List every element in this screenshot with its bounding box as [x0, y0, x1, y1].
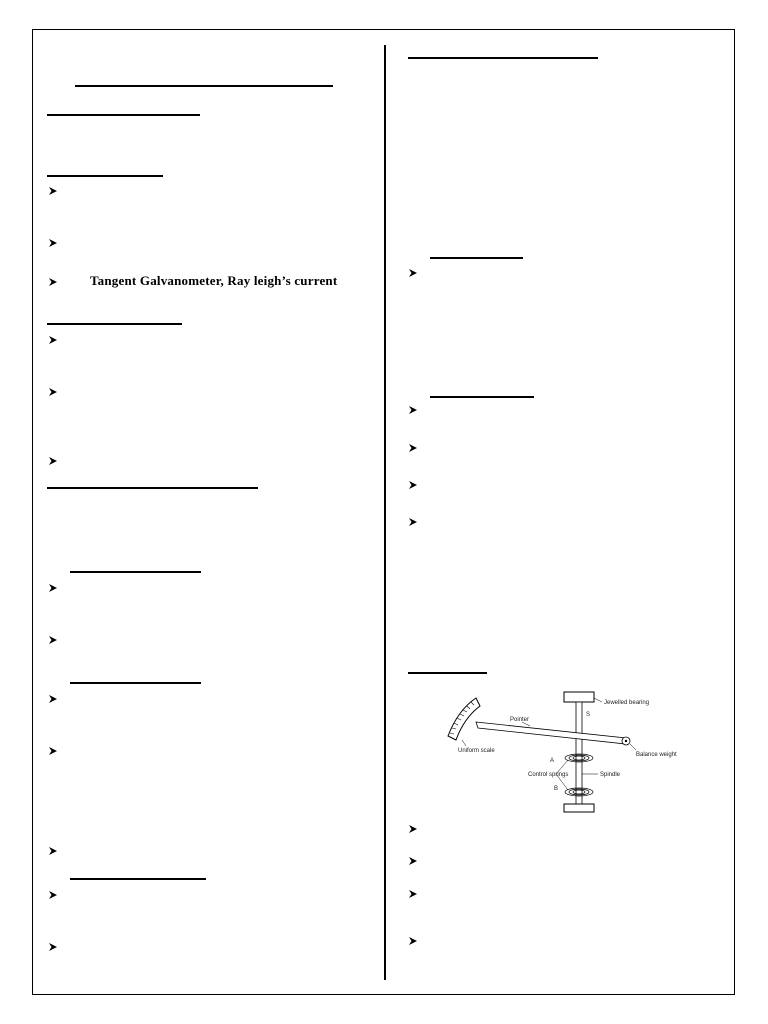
arrow-bullet-icon [408, 856, 418, 866]
column-divider [384, 45, 386, 980]
heading-rule [430, 257, 523, 259]
heading-rule [47, 323, 182, 325]
arrow-bullet-icon [48, 583, 58, 593]
label-a: A [550, 758, 555, 764]
bottom-bearing [564, 804, 594, 812]
arrow-bullet-icon [48, 456, 58, 466]
label-jewelled-bearing: Jewelled bearing [604, 700, 650, 706]
heading-rule [430, 396, 534, 398]
arrow-bullet-icon [408, 824, 418, 834]
arrow-bullet-icon [48, 846, 58, 856]
arrow-bullet-icon [408, 443, 418, 453]
label-uniform-scale: Uniform scale [458, 748, 495, 754]
arrow-bullet-icon [48, 387, 58, 397]
arrow-bullet-icon [48, 277, 58, 287]
heading-rule [408, 57, 598, 59]
arrow-bullet-icon [48, 186, 58, 196]
spring-control-diagram [440, 688, 680, 816]
label-s: S [586, 712, 591, 718]
arrow-bullet-icon [48, 890, 58, 900]
heading-rule [70, 682, 201, 684]
list-item-text: Tangent Galvanometer, Ray leigh’s current [90, 273, 338, 288]
arrow-bullet-icon [408, 936, 418, 946]
arrow-bullet-icon [48, 335, 58, 345]
heading-rule [75, 85, 333, 87]
arrow-bullet-icon [408, 268, 418, 278]
heading-rule [70, 571, 201, 573]
arrow-bullet-icon [408, 889, 418, 899]
heading-rule [47, 114, 200, 116]
arrow-bullet-icon [48, 238, 58, 248]
heading-rule [47, 175, 163, 177]
arrow-bullet-icon [408, 405, 418, 415]
pointer [476, 722, 626, 744]
label-balance-weight: Balance weight [636, 752, 677, 758]
heading-rule [47, 487, 258, 489]
arrow-bullet-icon [48, 746, 58, 756]
label-control-springs: Control springs [528, 772, 569, 778]
arrow-bullet-icon [48, 942, 58, 952]
top-bearing [564, 692, 594, 702]
label-pointer: Pointer [510, 717, 530, 723]
arrow-bullet-icon [408, 480, 418, 490]
label-spindle: Spindle [600, 772, 621, 778]
heading-rule [70, 878, 206, 880]
heading-rule [408, 672, 487, 674]
arrow-bullet-icon [408, 517, 418, 527]
arrow-bullet-icon [48, 694, 58, 704]
arrow-bullet-icon [48, 635, 58, 645]
label-b: B [554, 786, 559, 792]
